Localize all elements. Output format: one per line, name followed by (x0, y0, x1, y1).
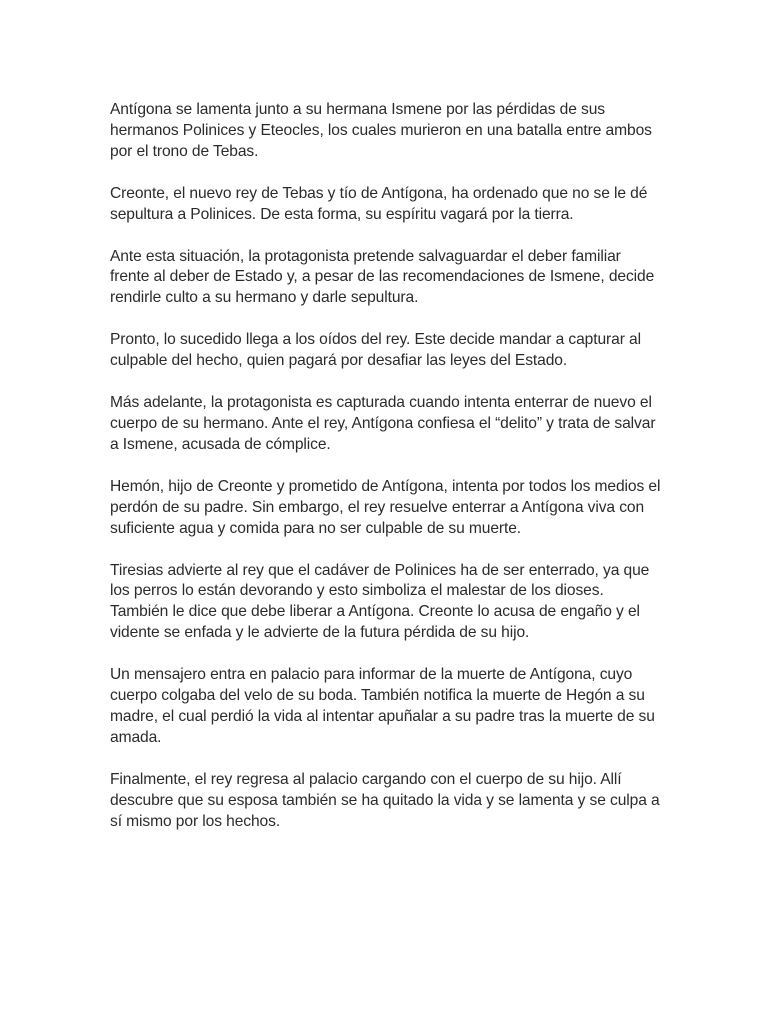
paragraph-6: Hemón, hijo de Creonte y prometido de Antígona, intenta por todos los medios el perdón de su padre. Sin embargo, el rey resuelve enterrar a Antígona viva con suficiente agua y comida para no ser culpable de su muerte. (110, 477, 661, 537)
document-body (110, 100, 662, 853)
paragraph-8: Un mensajero entra en palacio para informar de la muerte de Antígona, cuyo cuerpo colgaba del velo de su boda. También notifica la muerte de Hegón a su madre, el cual perdió la vida al intentar apuñalar a su padre tras la muerte de su amada. (110, 666, 655, 746)
paragraph-7: Tiresias advierte al rey que el cadáver de Polinices ha de ser enterrado, ya que los perros lo están devorando y esto simboliza el malestar de los dioses. También le dice que debe liberar a Antígona. Creonte lo acusa de engaño y el vidente se enfada y le advierte de la futura pérdida de su hijo. (110, 561, 650, 642)
paragraph-9: Finalmente, el rey regresa al palacio cargando con el cuerpo de su hijo. Allí descubre que su esposa también se ha quitado la vida y se lamenta y se culpa a sí mismo por los hechos. (110, 770, 660, 830)
paragraph-5: Más adelante, la protagonista es capturada cuando intenta enterrar de nuevo el cuerpo de su hermano. Ante el rey, Antígona confiesa el “delito” y trata de salvar a Ismene, acusada de cómplice. (110, 394, 656, 453)
paragraph-3: Ante esta situación, la protagonista pretende salvaguardar el deber familiar frente al deber de Estado y, a pesar de las recomendaciones de Ismene, decide rendirle culto a su hermano y darle sepultura. (110, 247, 655, 307)
paragraph-1: Antígona se lamenta junto a su hermana Ismene por las pérdidas de sus hermanos Polinices y Eteocles, los cuales murieron en una batalla entre ambos por el trono de Tebas. (110, 101, 652, 160)
paragraph-2: Creonte, el nuevo rey de Tebas y tío de Antígona, ha ordenado que no se le dé sepultura a Polinices. De esta forma, su espíritu vagará por la tierra. (110, 184, 648, 223)
paragraph-4: Pronto, lo sucedido llega a los oídos del rey. Este decide mandar a capturar al culpable del hecho, quien pagará por desafiar las leyes del Estado. (110, 331, 641, 370)
